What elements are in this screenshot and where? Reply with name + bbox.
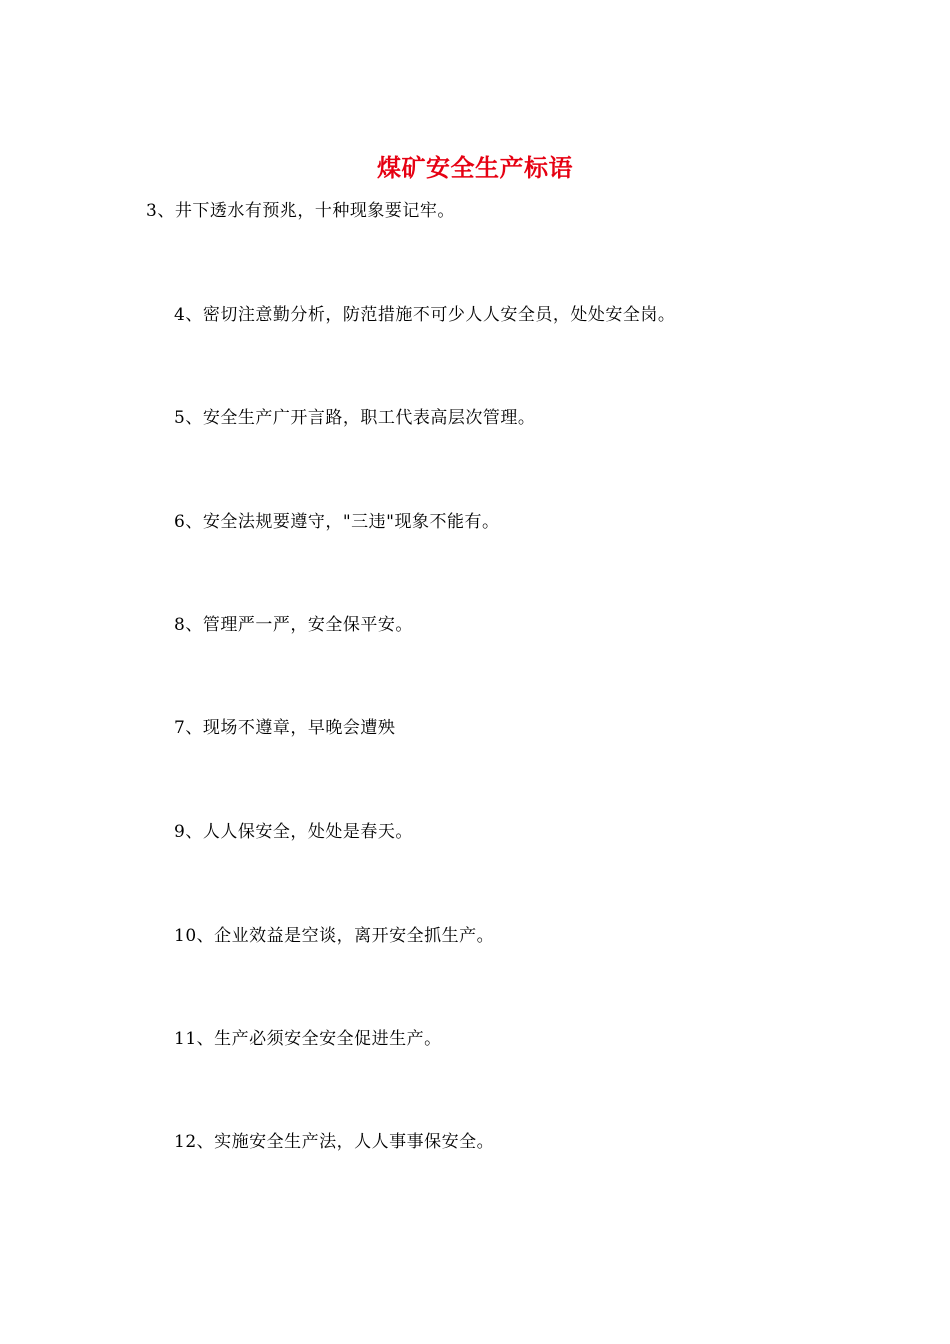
slogan-line-9: 9、人人保安全，处处是春天。: [174, 822, 413, 842]
slogan-line-8: 8、管理严一严，安全保平安。: [174, 615, 413, 635]
document-title: 煤矿安全生产标语: [377, 153, 573, 182]
slogan-line-10: 10、企业效益是空谈，离开安全抓生产。: [174, 926, 495, 946]
slogan-line-12: 12、实施安全生产法，人人事事保安全。: [174, 1132, 495, 1152]
slogan-line-3: 3、井下透水有预兆，十种现象要记牢。: [146, 201, 455, 221]
slogan-line-11: 11、生产必须安全安全促进生产。: [174, 1029, 442, 1049]
slogan-line-4: 4、密切注意勤分析，防范措施不可少人人安全员，处处安全岗。: [174, 305, 676, 325]
slogan-line-6: 6、安全法规要遵守，"三违"现象不能有。: [174, 512, 500, 532]
slogan-line-5: 5、安全生产广开言路，职工代表高层次管理。: [174, 408, 536, 428]
slogan-line-7: 7、现场不遵章，早晚会遭殃: [174, 718, 396, 738]
